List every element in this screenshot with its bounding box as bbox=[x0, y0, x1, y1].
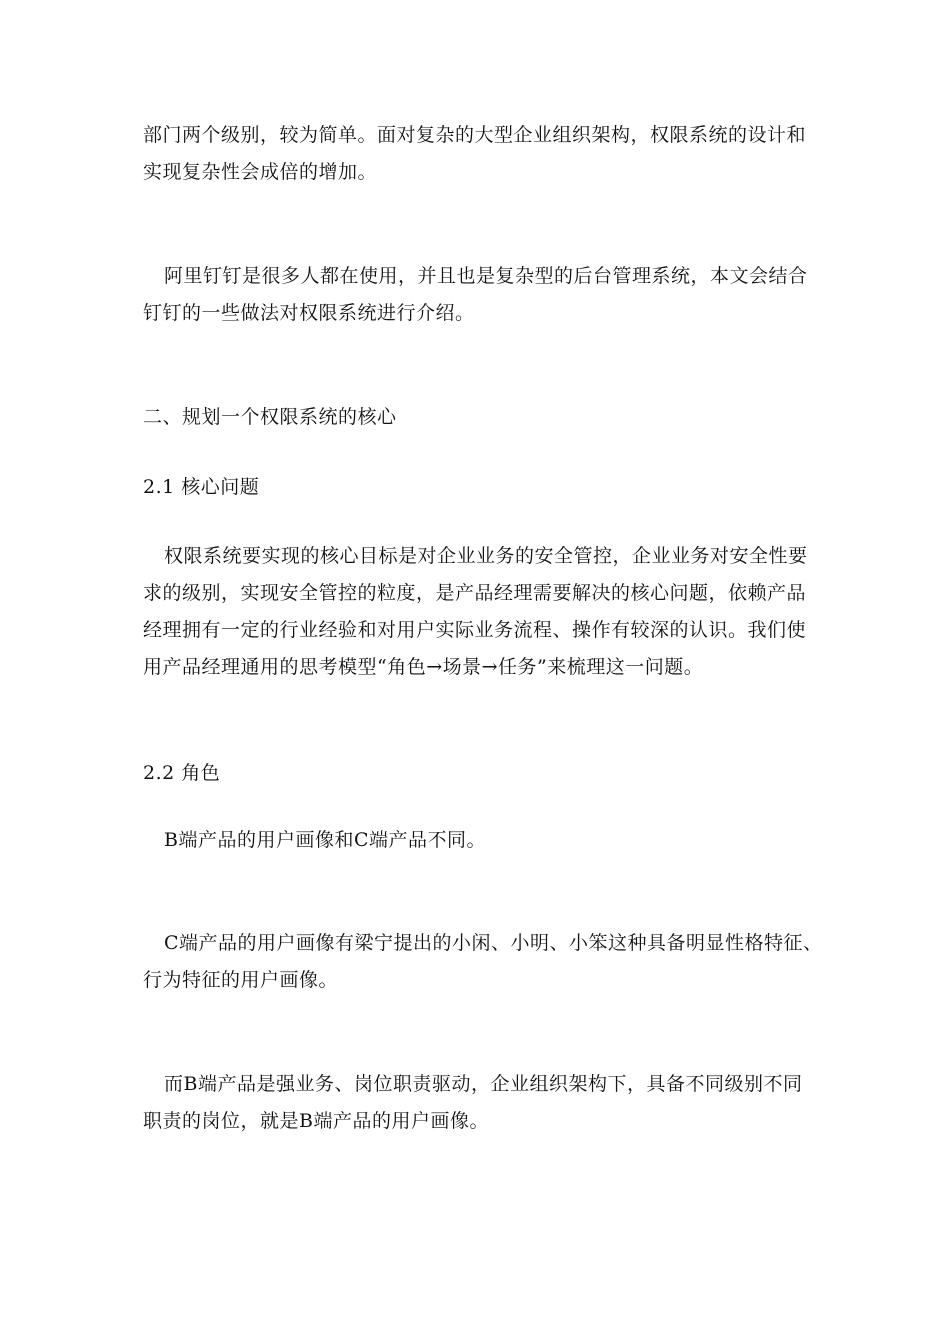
paragraph-line: 钉钉的一些做法对权限系统进行介绍。 bbox=[143, 302, 475, 324]
subsection-heading-2-1: 2.1 核心问题 bbox=[143, 476, 260, 498]
paragraph-line: 权限系统要实现的核心目标是对企业业务的安全管控，企业业务对安全性要 bbox=[164, 545, 808, 567]
paragraph-line: 求的级别，实现安全管控的粒度，是产品经理需要解决的核心问题，依赖产品 bbox=[143, 582, 807, 604]
paragraph-line: C端产品的用户画像有梁宁提出的小闲、小明、小笨这种具备明显性格特征、 bbox=[164, 932, 823, 954]
paragraph-b-persona bbox=[143, 1066, 808, 1140]
paragraph-line: 经理拥有一定的行业经验和对用户实际业务流程、操作有较深的认识。我们使 bbox=[143, 619, 807, 641]
section-heading-2: 二、规划一个权限系统的核心 bbox=[143, 406, 397, 428]
paragraph-line: 阿里钉钉是很多人都在使用，并且也是复杂型的后台管理系统，本文会结合 bbox=[164, 265, 808, 287]
paragraph-dingtalk-intro bbox=[143, 258, 808, 332]
paragraph-line: B端产品的用户画像和C端产品不同。 bbox=[164, 829, 487, 851]
paragraph-line: 实现复杂性会成倍的增加。 bbox=[143, 161, 378, 183]
paragraph-line: 职责的岗位，就是B端产品的用户画像。 bbox=[143, 1110, 489, 1132]
paragraph-core-problem bbox=[143, 538, 808, 686]
paragraph-line: 而B端产品是强业务、岗位职责驱动，企业组织架构下，具备不同级别不同 bbox=[164, 1073, 803, 1095]
paragraph-b-vs-c bbox=[143, 822, 808, 859]
paragraph-c-persona bbox=[143, 925, 823, 999]
subsection-heading-2-2: 2.2 角色 bbox=[143, 762, 221, 784]
paragraph-line: 用产品经理通用的思考模型“角色→场景→任务”来梳理这一问题。 bbox=[143, 656, 704, 678]
paragraph-line: 行为特征的用户画像。 bbox=[143, 969, 339, 991]
paragraph-line: 部门两个级别，较为简单。面对复杂的大型企业组织架构，权限系统的设计和 bbox=[143, 124, 807, 146]
paragraph-org-levels bbox=[143, 117, 808, 191]
